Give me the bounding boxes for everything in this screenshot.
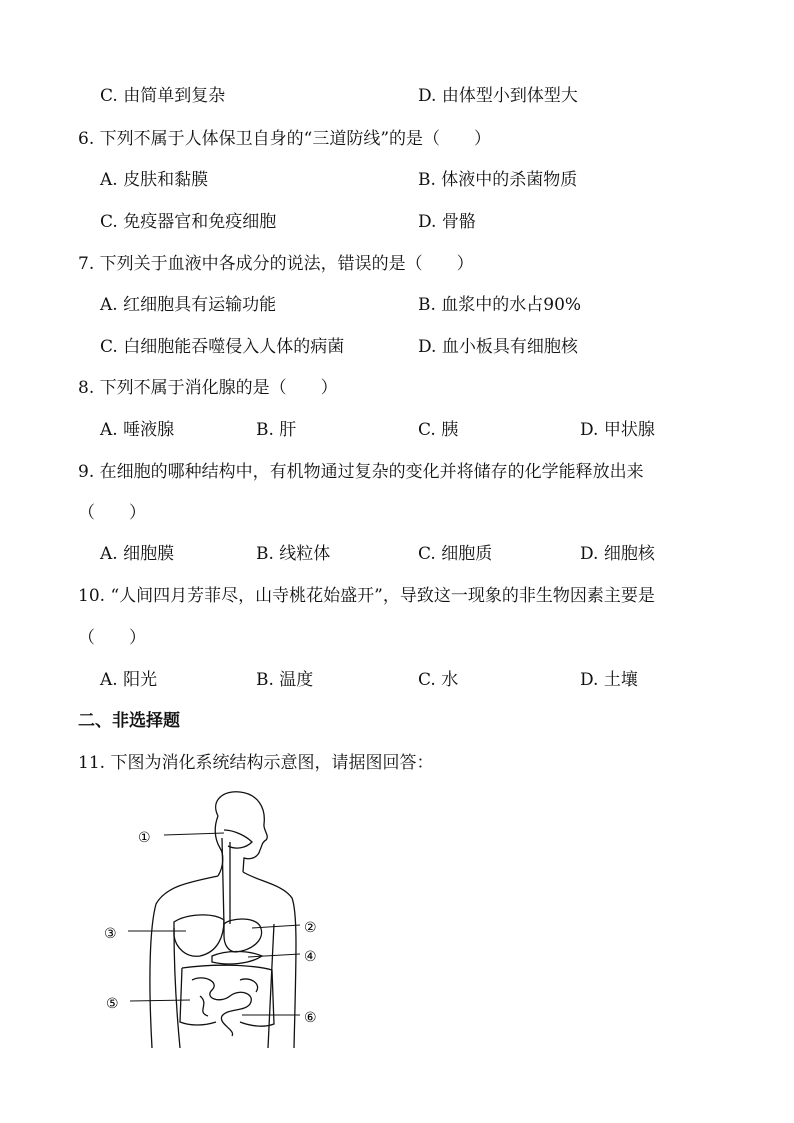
marker-4: ④	[304, 949, 317, 965]
question-7-stem: 7. 下列关于血液中各成分的说法，错误的是（ ）	[78, 254, 474, 274]
small-intestine	[192, 978, 258, 1036]
q5-option-c: C. 由简单到复杂	[100, 86, 226, 106]
digestive-system-figure	[100, 786, 340, 1048]
esophagus	[222, 838, 230, 926]
marker-1: ①	[138, 830, 151, 846]
q8-option-d: D. 甲状腺	[580, 420, 655, 440]
section-heading: 二、非选择题	[78, 711, 180, 731]
q8-option-a: A. 唾液腺	[100, 420, 175, 440]
marker-3: ③	[104, 926, 117, 942]
pancreas	[212, 952, 262, 965]
question-10-stem: 10. “人间四月芳菲尽，山寺桃花始盛开”，导致这一现象的非生物因素主要是	[78, 586, 655, 606]
large-intestine	[180, 965, 274, 1026]
q8-option-c: C. 胰	[418, 420, 459, 440]
q5-option-d: D. 由体型小到体型大	[418, 86, 578, 106]
q9-option-c: C. 细胞质	[418, 544, 493, 564]
q8-option-b: B. 肝	[256, 420, 297, 440]
pharynx	[224, 830, 252, 848]
q7-option-c: C. 白细胞能吞噬侵入人体的病菌	[100, 337, 345, 357]
q10-option-c: C. 水	[418, 670, 459, 690]
q7-option-b: B. 血浆中的水占90%	[418, 295, 582, 315]
question-9-bracket: （ ）	[78, 503, 146, 523]
q7-option-d: D. 血小板具有细胞核	[418, 337, 578, 357]
body-left-outline	[150, 876, 218, 1048]
question-10-bracket: （ ）	[78, 628, 146, 648]
q6-option-b: B. 体液中的杀菌物质	[418, 170, 578, 190]
q10-option-a: A. 阳光	[100, 670, 158, 690]
liver	[174, 915, 224, 956]
question-11-stem: 11. 下图为消化系统结构示意图，请据图回答：	[78, 753, 434, 773]
marker-2: ②	[304, 920, 317, 936]
arm-left	[174, 928, 180, 1048]
marker-6: ⑥	[304, 1010, 317, 1026]
q6-option-a: A. 皮肤和黏膜	[100, 170, 209, 190]
q9-option-a: A. 细胞膜	[100, 544, 175, 564]
q10-option-b: B. 温度	[256, 670, 314, 690]
q9-option-b: B. 线粒体	[256, 544, 331, 564]
marker-5: ⑤	[106, 996, 119, 1012]
q6-option-d: D. 骨骼	[418, 212, 476, 232]
q7-option-a: A. 红细胞具有运输功能	[100, 295, 277, 315]
question-9-stem: 9. 在细胞的哪种结构中，有机物通过复杂的变化并将储存的化学能释放出来	[78, 462, 644, 482]
question-6-stem: 6. 下列不属于人体保卫自身的“三道防线”的是（ ）	[78, 129, 492, 149]
q10-option-d: D. 土壤	[580, 670, 638, 690]
q6-option-c: C. 免疫器官和免疫细胞	[100, 212, 277, 232]
q9-option-d: D. 细胞核	[580, 544, 655, 564]
question-8-stem: 8. 下列不属于消化腺的是（ ）	[78, 378, 338, 398]
